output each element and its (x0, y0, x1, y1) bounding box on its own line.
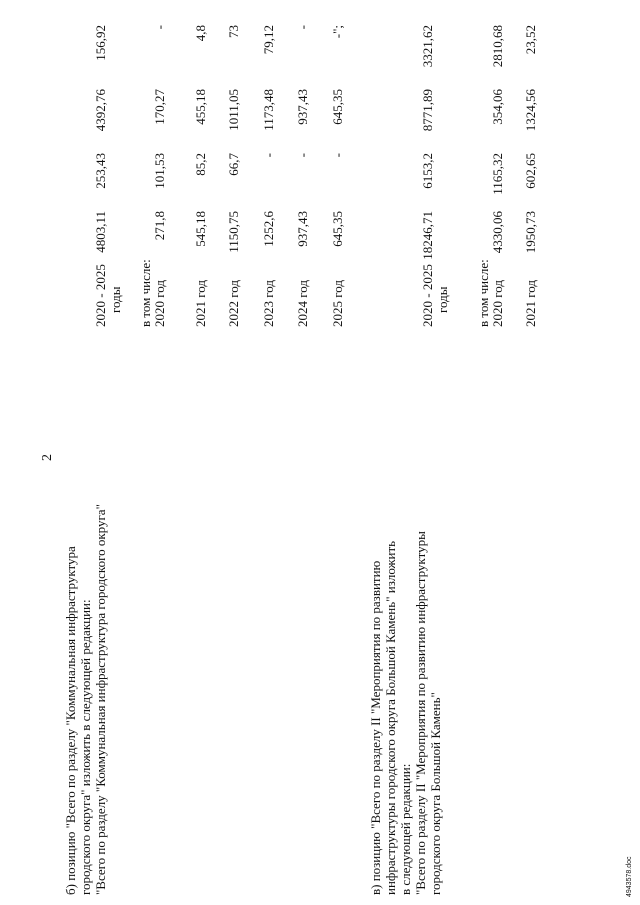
row-period: в том числе: (138, 259, 153, 327)
row-col-3: 156,92 (93, 25, 108, 61)
row-col-3: 23,52 (523, 25, 538, 55)
row-col-1: 101,53 (152, 153, 167, 189)
row-col-2: 170,27 (152, 89, 167, 125)
row-total: 545,18 (193, 211, 208, 247)
row-period-sub: 2020 год (152, 280, 167, 327)
file-name: 4943578.doc (626, 856, 633, 897)
section-v-line-5: городского округа Большой Камень" (428, 692, 443, 895)
row-col-2: 937,43 (295, 89, 310, 125)
row-col-1: 66,7 (226, 153, 241, 176)
row-col-1: 85,2 (193, 153, 208, 176)
row-total: 18246,71 (420, 211, 435, 260)
section-b-line-3: "Всего по разделу "Коммунальная инфраструктура городского округа" (93, 504, 108, 895)
page-number: 2 (40, 454, 55, 461)
row-col-2: 354,06 (490, 89, 505, 125)
row-period-sub: годы (108, 286, 123, 313)
row-col-2: 8771,89 (420, 89, 435, 132)
row-total: 4803,11 (93, 211, 108, 253)
row-total: 1950,73 (523, 211, 538, 254)
row-col-2: 645,35 (330, 89, 345, 125)
row-period-sub: 2020 год (490, 280, 505, 327)
section-v-line-2: инфраструктуры городского округа Большой Камень" изложить (383, 540, 398, 895)
row-total: 271,8 (152, 211, 167, 241)
row-col-2: 4392,76 (93, 89, 108, 132)
row-col-3: 79,12 (261, 25, 276, 55)
row-total: 645,35 (330, 211, 345, 247)
row-col-2: 1173,48 (261, 89, 276, 131)
row-period: 2024 год (295, 280, 310, 327)
section-b-line-1: б) позицию "Всего по разделу "Коммунальная инфраструктура (63, 546, 78, 895)
row-period: 2025 год (330, 280, 345, 327)
section-b-line-2: городского округа" изложить в следующей редакции: (78, 599, 93, 895)
row-period-sub: годы (435, 286, 450, 313)
row-col-3: - (295, 25, 310, 30)
row-col-3: 3321,62 (420, 25, 435, 68)
row-total: 4330,06 (490, 211, 505, 254)
section-v-line-3: в следующей редакции: (398, 763, 413, 895)
row-period: 2020 - 2025 (93, 264, 108, 327)
row-col-1: 253,43 (93, 153, 108, 189)
row-col-3: 2810,68 (490, 25, 505, 68)
row-col-3: - (152, 25, 167, 30)
row-col-1: 1165,32 (490, 153, 505, 195)
row-col-3: -"; (330, 25, 345, 39)
row-period: 2021 год (193, 280, 208, 327)
section-v-line-4: "Всего по разделу II "Мероприятия по развитию инфраструктуры (413, 531, 428, 895)
row-col-1: - (330, 153, 345, 158)
row-col-3: 73 (226, 25, 241, 38)
row-total: 937,43 (295, 211, 310, 247)
row-period: 2020 - 2025 (420, 264, 435, 327)
row-period: 2021 год (523, 280, 538, 327)
row-period: 2023 год (261, 280, 276, 327)
row-col-1: 6153,2 (420, 153, 435, 189)
row-col-2: 1011,05 (226, 89, 241, 131)
row-col-1: - (295, 153, 310, 158)
row-col-2: 455,18 (193, 89, 208, 125)
row-col-3: 4,8 (193, 25, 208, 42)
row-total: 1252,6 (261, 211, 276, 247)
row-period: 2022 год (226, 280, 241, 327)
row-col-2: 1324,56 (523, 89, 538, 132)
row-col-1: - (261, 153, 276, 158)
row-col-1: 602,65 (523, 153, 538, 189)
section-v-line-1: в) позицию "Всего по разделу II "Мероприятия по развитию (368, 560, 383, 895)
row-period: в том числе: (476, 259, 491, 327)
row-total: 1150,75 (226, 211, 241, 253)
